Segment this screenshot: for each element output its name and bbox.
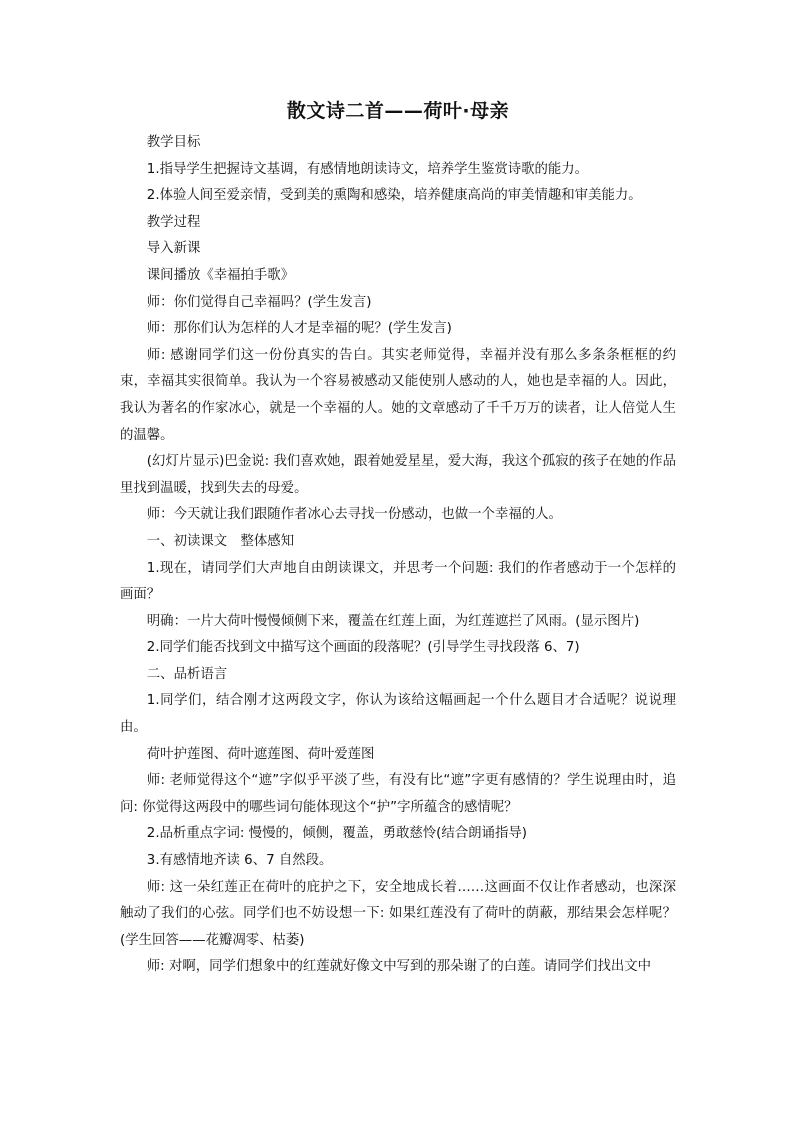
- paragraph-red-lotus: 师: 这一朵红莲正在荷叶的庇护之下，安全地成长着……这画面不仅让作者感动，也深深触动了我们的心弦。同学们也不妨设想一下: 如果红莲没有了荷叶的荫蔽，那结果会怎样呢？(学生回答——花瓣凋零、枯萎): [120, 879, 676, 948]
- heading-section-1: 一、初读课文 整体感知: [146, 533, 295, 549]
- paragraph-bajin-quote: (幻灯片显示)巴金说: 我们喜欢她，跟着她爱星星，爱大海，我这个孤寂的孩子在她的作品里找到温暖，找到失去的母爱。: [120, 454, 676, 496]
- paragraph-key-words: 2.品析重点字词: 慢慢的，倾侧，覆盖，勇敢慈怜(结合朗诵指导): [146, 826, 527, 842]
- paragraph-clarification: 明确：一片大荷叶慢慢倾侧下来，覆盖在红莲上面，为红莲遮拦了风雨。(显示图片): [146, 613, 640, 629]
- document-title: 散文诗二首——荷叶·母亲: [286, 100, 510, 122]
- paragraph-word-analysis: 师: 老师觉得这个“遮”字似乎平淡了些，有没有比“遮”字更有感情的？学生说理由时，追问: 你觉得这两段中的哪些词句能体现这个“护”字所蕴含的感情呢？: [120, 773, 676, 815]
- paragraph-question-1: 师：你们觉得自己幸福吗？(学生发言): [146, 294, 372, 310]
- heading-introduction: 导入新课: [146, 241, 201, 257]
- paragraph-teacher-intro: 师: 感谢同学们这一份份真实的告白。其实老师觉得，幸福并没有那么多条条框框的约束，幸福其实很简单。我认为一个容易被感动又能使别人感动的人，她也是幸福的人。因此，我认为著名的作家冰心，就是一个幸福的人。她的文章感动了千千万万的读者，让人倍觉人生的温馨。: [120, 347, 676, 443]
- paragraph-title-task: 1.同学们，结合刚才这两段文字，你认为该给这幅画起一个什么题目才合适呢？说说理由。: [120, 693, 676, 736]
- document-page: [120, 96, 676, 981]
- paragraph-white-lotus: 师: 对啊，同学们想象中的红莲就好像文中写到的那朵谢了的白莲。请同学们找出文中: [146, 959, 652, 975]
- heading-teaching-goals: 教学目标: [146, 135, 201, 150]
- heading-teaching-process: 教学过程: [146, 214, 201, 230]
- paragraph-reading-task: 1.现在，请同学们大声地自由朗读课文，并思考一个问题: 我们的作者感动于一个怎样的画面？: [120, 560, 676, 603]
- goal-1: 1.指导学生把握诗文基调，有感情地朗读诗文，培养学生鉴赏诗歌的能力。: [146, 161, 589, 177]
- paragraph-read-aloud: 3.有感情地齐读 6、7 自然段。: [146, 853, 333, 869]
- paragraph-teacher-transition: 师：今天就让我们跟随作者冰心去寻找一份感动，也做一个幸福的人。: [146, 507, 562, 523]
- goal-2: 2.体验人间至爱亲情，受到美的熏陶和感染，培养健康高尚的审美情趣和审美能力。: [146, 188, 642, 204]
- paragraph-song: 课间播放《幸福拍手歌》: [146, 267, 295, 283]
- paragraph-title-answers: 荷叶护莲图、荷叶遮莲图、荷叶爱莲图: [146, 746, 375, 762]
- paragraph-find-section: 2.同学们能否找到文中描写这个画面的段落呢？(引导学生寻找段落 6、7): [146, 640, 580, 656]
- paragraph-question-2: 师：那你们认为怎样的人才是幸福的呢？(学生发言): [146, 321, 452, 337]
- heading-section-2: 二、品析语言: [146, 666, 228, 682]
